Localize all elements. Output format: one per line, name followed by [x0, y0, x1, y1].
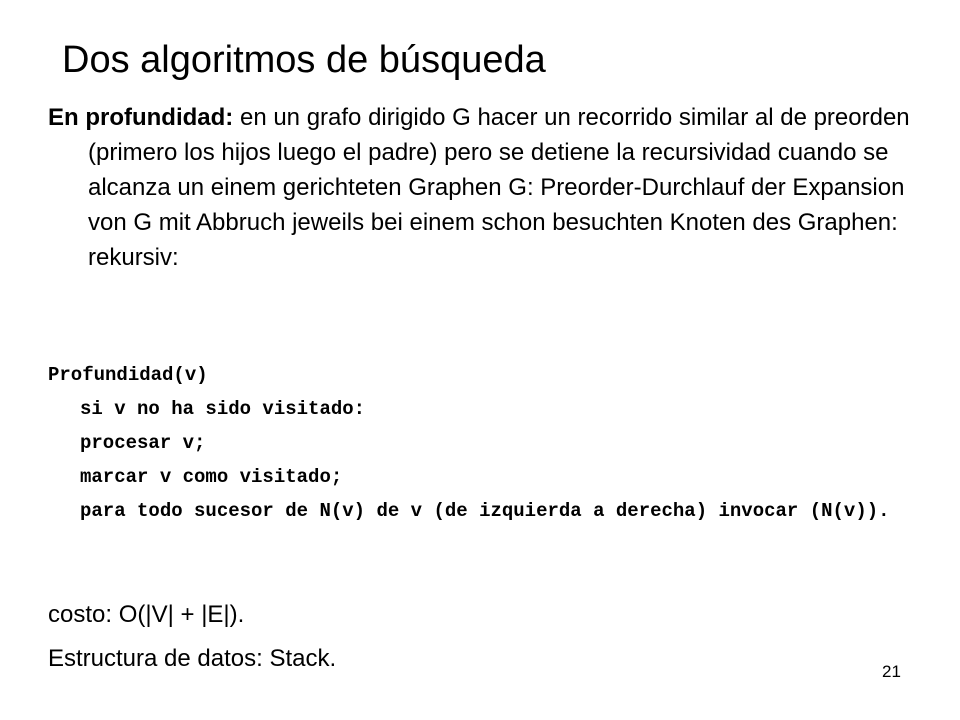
- code-line-signature: Profundidad(v): [48, 364, 208, 386]
- intro-text: en un grafo dirigido G hacer un recorrido similar al de preorden (primero los hijos luego el padre) pero se detiene la recursividad cuando se alcanza un einem gerichteten Graphen G: Preorder-Durchlauf der Expansion von G mit Abbruch jeweils bei einem schon besuchten Knoten des Graphen: rekursiv:: [88, 104, 910, 271]
- code-line-condition: si v no ha sido visitado:: [80, 398, 366, 420]
- code-line-process: procesar v;: [80, 432, 206, 454]
- code-line-mark: marcar v como visitado;: [80, 466, 343, 488]
- intro-paragraph: [48, 100, 928, 275]
- code-line-recurse: para todo sucesor de N(v) de v (de izquierda a derecha) invocar (N(v)).: [80, 500, 890, 522]
- slide-title: Dos algoritmos de búsqueda: [62, 39, 546, 81]
- pseudocode-block: [48, 358, 908, 525]
- page-number: 21: [882, 662, 901, 681]
- data-structure-text: Estructura de datos: Stack.: [48, 645, 337, 672]
- intro-term: En profundidad:: [48, 104, 234, 131]
- complexity-text: costo: O(|V| + |E|).: [48, 601, 245, 628]
